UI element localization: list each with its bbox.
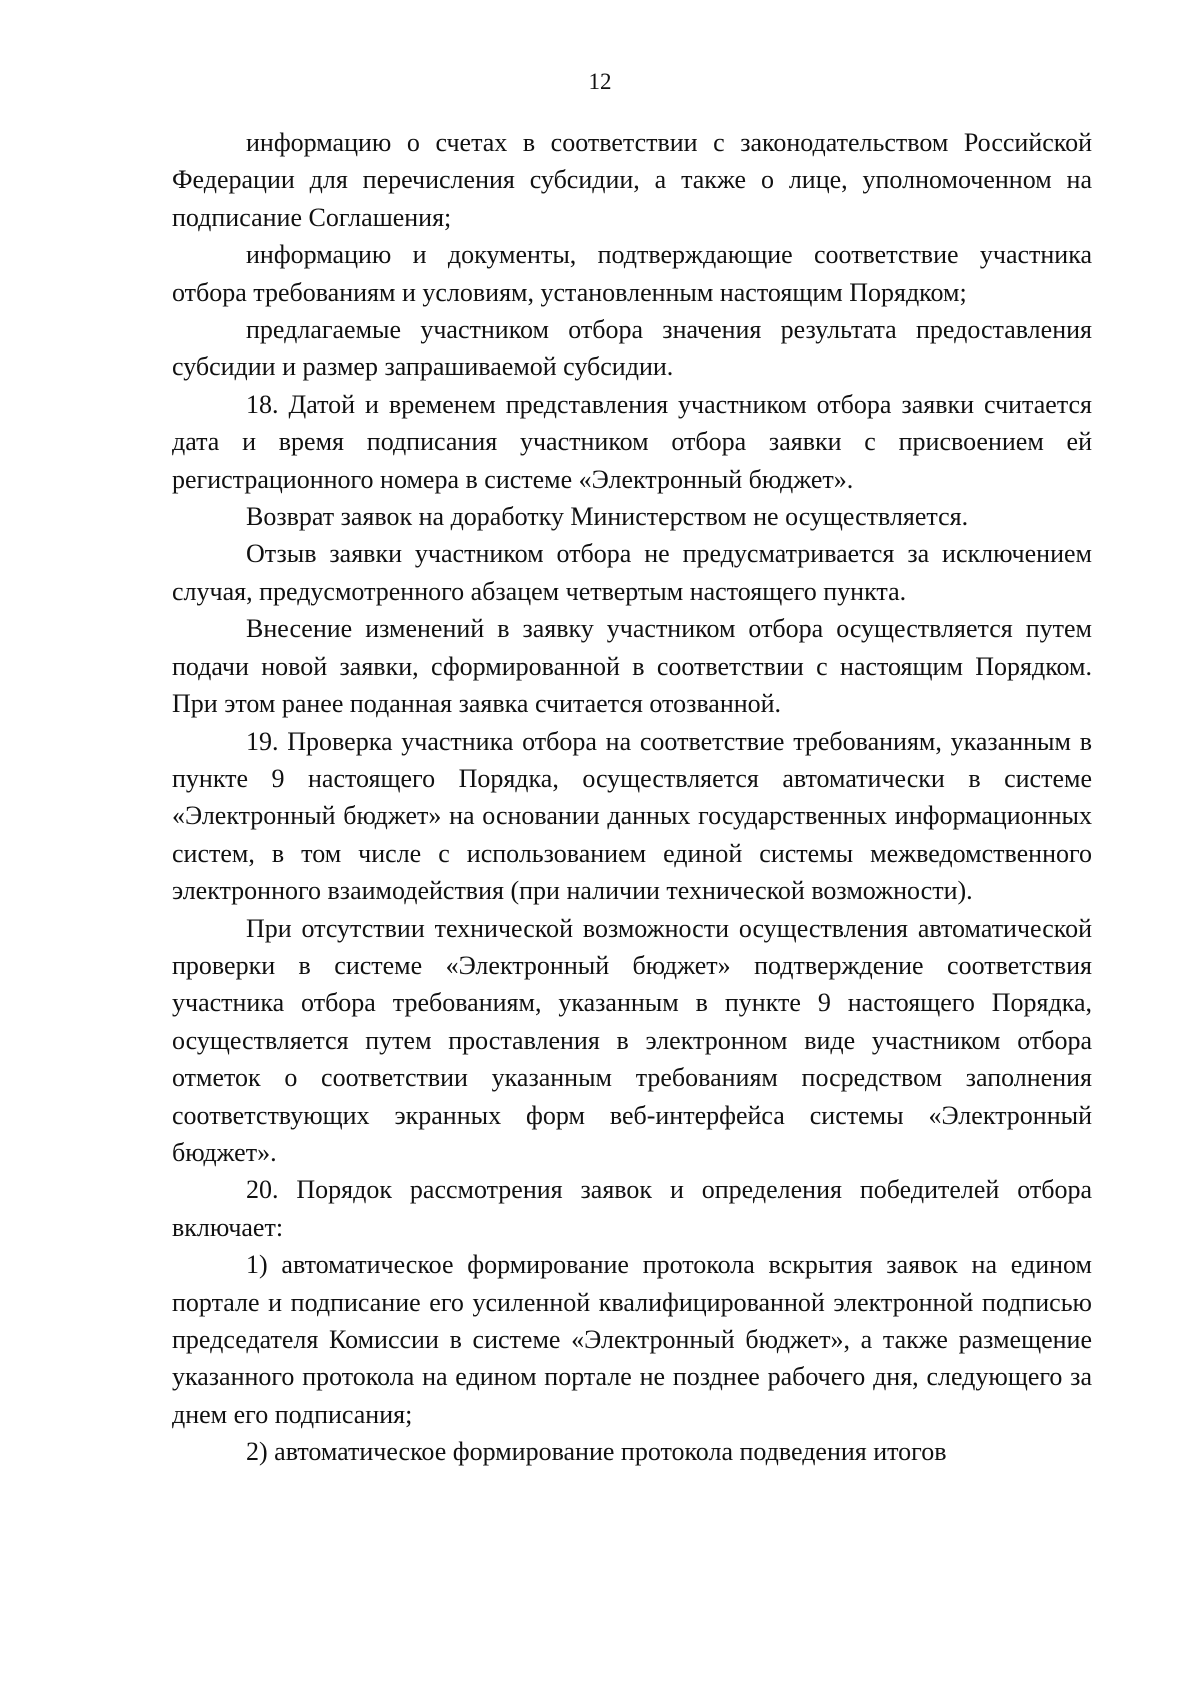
- document-body: [172, 124, 1092, 1471]
- paragraph-no-return: Возврат заявок на доработку Министерством не осуществляется.: [246, 502, 969, 532]
- paragraph-changes: Внесение изменений в заявку участником отбора осуществляется путем подачи новой заявки, сформированной в соответствии с настоящим Порядком. При этом ранее поданная заявка считается отозванной.: [172, 614, 1092, 719]
- paragraph-account-info: информацию о счетах в соответствии с законодательством Российской Федерации для перечисления субсидии, а также о лице, уполномоченном на подписание Соглашения;: [172, 128, 1092, 232]
- paragraph-documents-info: информацию и документы, подтверждающие соответствие участника отбора требованиям и условиям, установленным настоящим Порядком;: [172, 240, 1092, 307]
- paragraph-proposed-values: предлагаемые участником отбора значения результата предоставления субсидии и размер запрашиваемой субсидии.: [172, 315, 1092, 382]
- paragraph-item-18: 18. Датой и временем представления участником отбора заявки считается дата и время подписания участником отбора заявки с присвоением ей регистрационного номера в системе «Электронный бюджет».: [172, 389, 1092, 494]
- paragraph-item-20: 20. Порядок рассмотрения заявок и определения победителей отбора включает:: [172, 1175, 1092, 1242]
- page-number: 12: [588, 69, 612, 94]
- paragraph-manual-check: При отсутствии технической возможности осуществления автоматической проверки в системе «Электронный бюджет» подтверждение соответствия участника отбора требованиям, указанным в пункте 9 настоящего Порядка, осуществляется путем проставления в электронном виде участником отбора отметок о соответствии указанным требованиям посредством заполнения соответствующих экранных форм веб-интерфейса системы «Электронный бюджет».: [172, 913, 1092, 1167]
- paragraph-subitem-1: 1) автоматическое формирование протокола вскрытия заявок на едином портале и подписание его усиленной квалифицированной электронной подписью председателя Комиссии в системе «Электронный бюджет», а также размещение указанного протокола на едином портале не позднее рабочего дня, следующего за днем его подписания;: [172, 1250, 1092, 1429]
- paragraph-subitem-2: 2) автоматическое формирование протокола подведения итогов: [246, 1437, 947, 1467]
- paragraph-item-19: 19. Проверка участника отбора на соответствие требованиям, указанным в пункте 9 настоящего Порядка, осуществляется автоматически в системе «Электронный бюджет» на основании данных государственных информационных систем, в том числе с использованием единой системы межведомственного электронного взаимодействия (при наличии технической возможности).: [172, 726, 1092, 906]
- paragraph-withdrawal: Отзыв заявки участником отбора не предусматривается за исключением случая, предусмотренного абзацем четвертым настоящего пункта.: [172, 539, 1092, 606]
